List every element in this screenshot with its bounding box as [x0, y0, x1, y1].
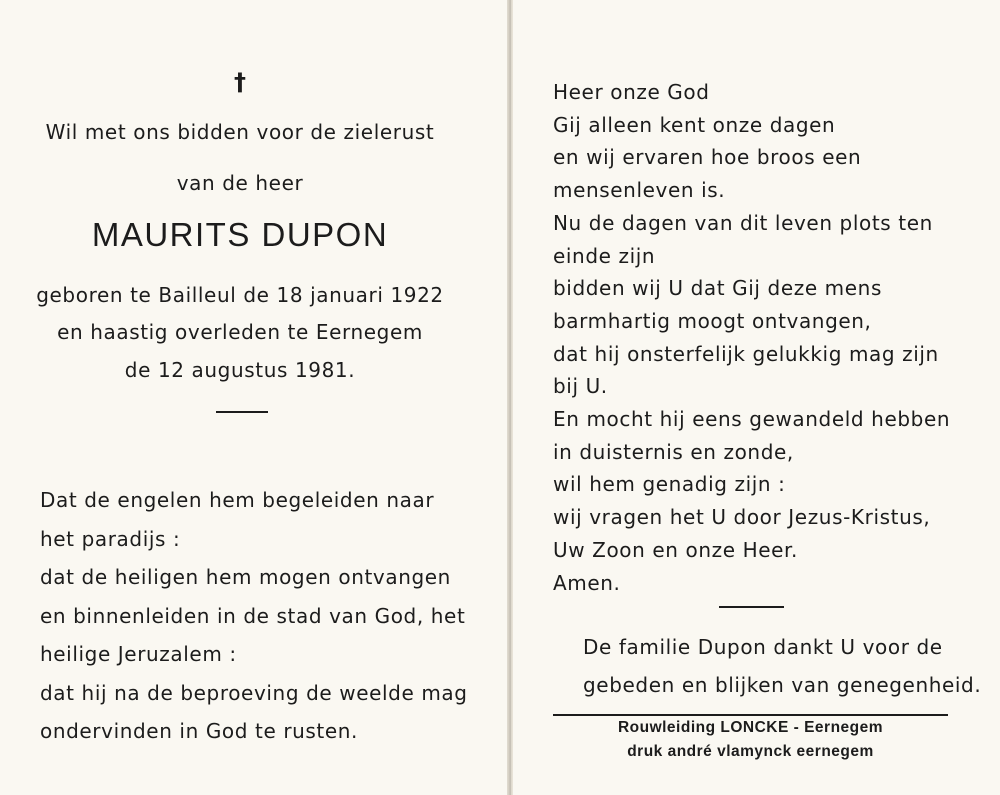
prayer-line: Heer onze God — [553, 80, 710, 104]
prayer-line: ondervinden in God te rusten. — [40, 719, 359, 743]
prayer-line: Gij alleen kent onze dagen — [553, 112, 836, 137]
deceased-name: MAURITS DUPON — [91, 216, 389, 253]
prayer-line: mensenleven is. — [553, 178, 726, 203]
prayer-line: en wij ervaren hoe broos een — [553, 145, 862, 170]
prayer-line: heilige Jeruzalem : — [40, 642, 237, 666]
left-prayer — [40, 481, 480, 751]
prayer-line: barmhartig moogt ontvangen, — [553, 308, 872, 333]
prayer-line: dat hij onsterfelijk gelukkig mag zijn — [553, 341, 939, 366]
prayer-line: dat hij na de beproeving de weelde mag — [40, 680, 468, 705]
prayer-line: dat de heiligen hem mogen ontvangen — [40, 565, 451, 589]
prayer-line: wij vragen het U door Jezus-Kristus, — [553, 505, 931, 530]
right-prayer — [553, 76, 983, 599]
family-thanks — [583, 628, 983, 704]
prayer-line: einde zijn — [553, 243, 656, 268]
death-date: de 12 augustus 1981. — [124, 358, 356, 382]
prayer-line: wil hem genadig zijn : — [553, 472, 786, 497]
prayer-line: in duisternis en zonde, — [553, 439, 794, 464]
divider — [719, 606, 784, 608]
thanks-line: gebeden en blijken van genegenheid. — [583, 673, 982, 697]
prayer-line: bidden wij U dat Gij deze mens — [553, 276, 882, 301]
prayer-line: Uw Zoon en onze Heer. — [553, 537, 798, 562]
prayer-line: Nu de dagen van dit leven plots ten — [553, 210, 933, 235]
card-fold — [507, 0, 513, 795]
prayer-line: Dat de engelen hem begeleiden naar — [40, 488, 435, 512]
prayer-line: het paradijs : — [40, 526, 181, 551]
death-text: en haastig overleden te Eernegem — [57, 320, 423, 344]
printer-credit: druk andré vlamynck eernegem — [627, 743, 874, 760]
prayer-line: en binnenleiden in de stad van God, het — [40, 603, 466, 628]
intro-text: Wil met ons bidden voor de zielerust — [45, 120, 435, 144]
prayer-line: bij U. — [553, 374, 608, 399]
thanks-line: De familie Dupon dankt U voor de — [583, 635, 943, 659]
prayer-line: Amen. — [553, 570, 621, 595]
birth-text: geboren te Bailleul de 18 januari 1922 — [36, 283, 444, 307]
footer-rule — [553, 714, 948, 716]
undertaker-credit: Rouwleiding LONCKE - Eernegem — [617, 719, 884, 736]
title-prefix: van de heer — [176, 171, 304, 195]
divider — [216, 411, 268, 413]
prayer-line: En mocht hij eens gewandeld hebben — [553, 407, 951, 432]
cross-icon: † — [234, 68, 246, 96]
